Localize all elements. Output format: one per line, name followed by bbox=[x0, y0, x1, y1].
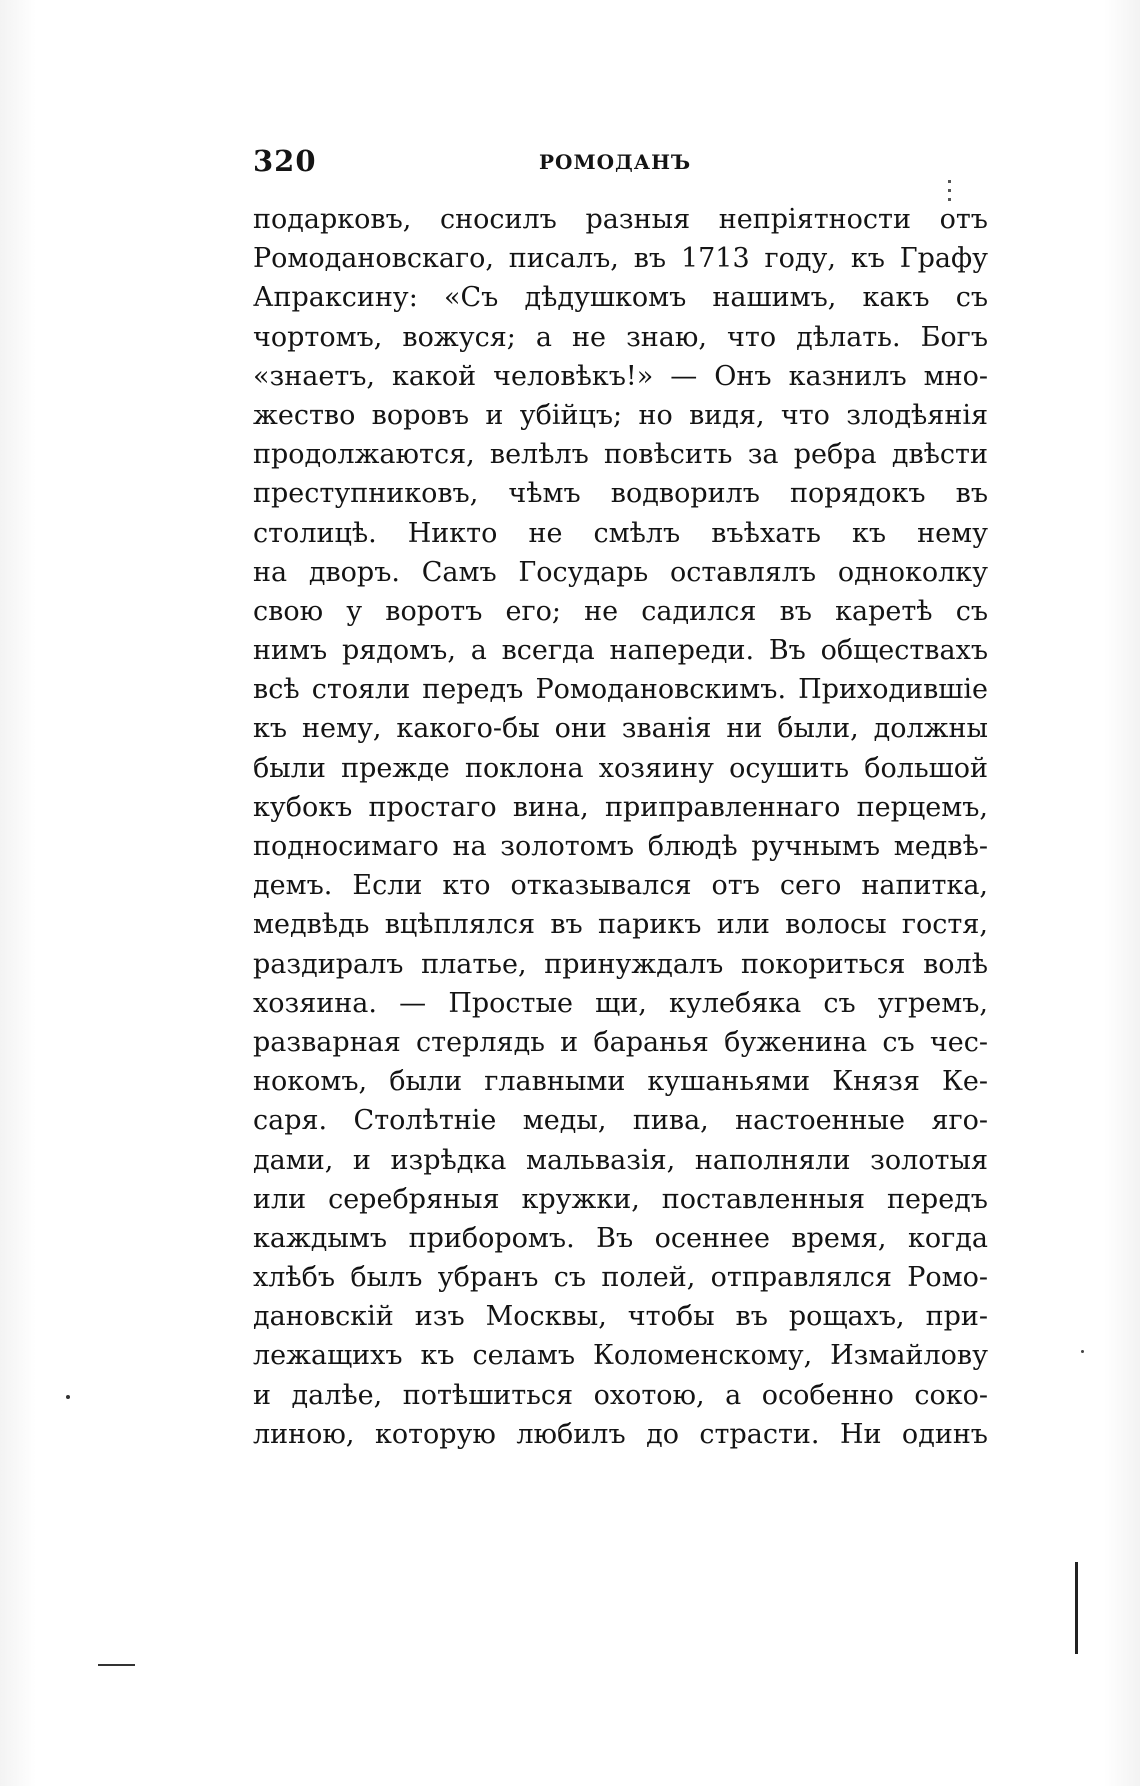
text-line: лежащихъ къ селамъ Коломенскому, Измайлову bbox=[253, 1340, 988, 1372]
text-line: преступниковъ, чѣмъ водворилъ порядокъ въ bbox=[253, 478, 988, 510]
text-line: подносимаго на золотомъ блюдѣ ручнымъ медвѣ- bbox=[253, 831, 988, 862]
text-line: нокомъ, были главными кушаньями Князя Ке- bbox=[253, 1066, 988, 1098]
text-line: къ нему, какого-бы они званія ни были, должны bbox=[253, 713, 988, 745]
text-line: раздиралъ платье, принуждалъ покориться волѣ bbox=[253, 948, 988, 980]
text-line: продолжаются, велѣлъ повѣсить за ребра двѣсти bbox=[253, 439, 988, 471]
text-line: «знаетъ, какой человѣкъ!» — Онъ казнилъ мно- bbox=[253, 360, 988, 392]
text-line: кубокъ простаго вина, приправленнаго перцемъ, bbox=[253, 791, 988, 823]
text-line: демъ. Если кто отказывался отъ сего напитка, bbox=[253, 870, 988, 902]
text-line: хлѣбъ былъ убранъ съ полей, отправлялся Ромо- bbox=[253, 1262, 988, 1294]
text-line: всѣ стояли передъ Ромодановскимъ. Приходившіе bbox=[253, 674, 988, 706]
scan-speck-left bbox=[66, 1395, 70, 1399]
text-line: были прежде поклона хозяину осушить большой bbox=[253, 752, 988, 784]
text-line: линою, которую любилъ до страсти. Ни одинъ bbox=[253, 1418, 988, 1450]
text-line: жество воровъ и убійцъ; но видя, что злодѣянія bbox=[253, 399, 988, 431]
scan-speck-right bbox=[1081, 1350, 1084, 1353]
text-line: и далѣе, потѣшиться охотою, а особенно соко- bbox=[253, 1379, 988, 1411]
text-line: подарковъ, сносилъ разныя непріятности отъ bbox=[253, 204, 988, 235]
text-line: столицѣ. Никто не смѣлъ въѣхать къ нему bbox=[253, 517, 988, 549]
text-line: дами, и изрѣдка мальвазія, наполняли золотыя bbox=[253, 1144, 988, 1176]
scan-mark-right bbox=[1075, 1562, 1078, 1654]
page-header bbox=[253, 144, 988, 188]
page-edge-right bbox=[1104, 0, 1140, 1786]
page-number: 320 bbox=[253, 144, 317, 178]
text-line: нимъ рядомъ, а всегда напереди. Въ обществахъ bbox=[253, 635, 988, 667]
text-line: свою у воротъ его; не садился въ каретѣ съ bbox=[253, 595, 988, 627]
text-line: или серебряныя кружки, поставленныя передъ bbox=[253, 1183, 988, 1215]
scan-mark-left bbox=[98, 1664, 135, 1666]
running-head: РОМОДАНЪ bbox=[539, 150, 692, 174]
text-line: медвѣдь вцѣплялся въ парикъ или волосы гостя, bbox=[253, 909, 988, 941]
text-line: Апраксину: «Съ дѣдушкомъ нашимъ, какъ съ bbox=[253, 282, 988, 314]
page-edge-left bbox=[0, 0, 36, 1786]
body-text bbox=[253, 200, 988, 1454]
text-line: дановскій изъ Москвы, чтобы въ рощахъ, при- bbox=[253, 1301, 988, 1333]
text-line: на дворъ. Самъ Государь оставлялъ одноколку bbox=[253, 556, 988, 588]
text-line: каждымъ приборомъ. Въ осеннее время, когда bbox=[253, 1222, 988, 1254]
text-line: разварная стерлядь и баранья буженина съ чес- bbox=[253, 1026, 988, 1058]
text-line: чортомъ, вожуся; а не знаю, что дѣлать. Богъ bbox=[253, 321, 988, 353]
text-line: Ромодановскаго, писалъ, въ 1713 году, къ Графу bbox=[253, 243, 988, 275]
text-line: саря. Столѣтніе меды, пива, настоенные яго- bbox=[253, 1105, 988, 1137]
text-line: хозяина. — Простые щи, кулебяка съ угремъ, bbox=[253, 987, 988, 1019]
